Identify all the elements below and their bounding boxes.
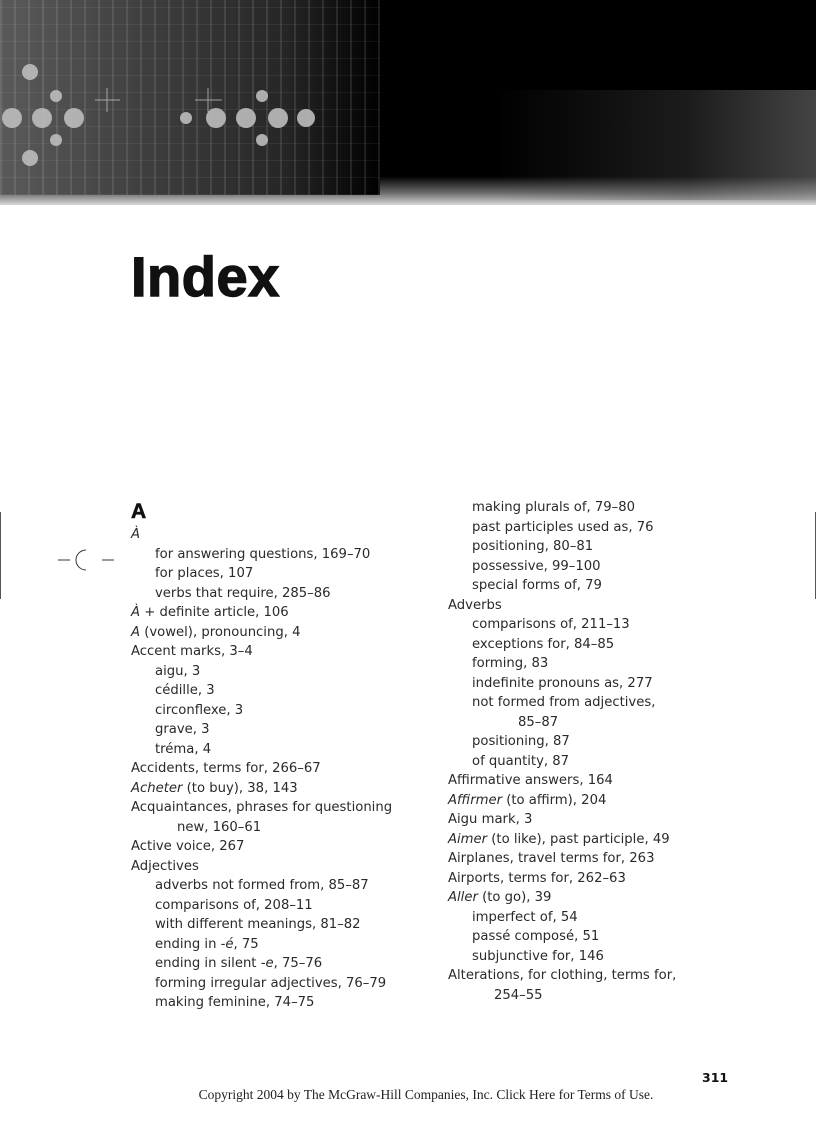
index-entry (448, 966, 728, 986)
index-entry-text: forming irregular adjectives, 76–79 (155, 975, 387, 991)
index-entry (131, 623, 431, 643)
index-entry (131, 954, 431, 974)
index-entry-text: Affirmer (448, 792, 503, 808)
index-entry-text: making feminine, 74–75 (155, 995, 315, 1010)
index-entry-text: Acquaintances, phrases for questioning (131, 800, 393, 815)
index-entry-text: Aller (448, 890, 478, 905)
index-entry (131, 662, 431, 682)
index-entry-text: with different meanings, 81–82 (155, 917, 361, 932)
index-entry (448, 635, 728, 655)
index-entry (448, 654, 728, 674)
index-entry-text: exceptions for, 84–85 (472, 636, 615, 652)
index-entry (131, 798, 431, 818)
index-entry (131, 564, 431, 584)
dot-grid-graphic (0, 0, 380, 195)
index-entry-text: A (131, 624, 141, 640)
index-entry-text: indefinite pronouns as, 277 (472, 675, 653, 691)
index-entry-text: (to like), past participle, 49 (487, 831, 670, 847)
index-entry-text: Airports, terms for, 262–63 (448, 870, 626, 886)
index-entry-text: Aigu mark, 3 (448, 812, 533, 827)
index-entry-text: comparisons of, 211–13 (472, 617, 630, 632)
index-entry (131, 759, 431, 779)
index-entry (448, 947, 728, 967)
index-entry (131, 818, 431, 838)
index-entries-right (448, 498, 728, 1005)
index-entry (131, 720, 431, 740)
index-entry-text: ending in silent (155, 956, 261, 971)
index-entry (448, 927, 728, 947)
index-entry-text: (to buy), 38, 143 (182, 780, 298, 796)
index-entry-text: cédille, 3 (155, 683, 215, 698)
index-entry-text: imperfect of, 54 (472, 909, 578, 925)
index-entry-text: not formed from adjectives, (472, 695, 656, 710)
index-entry (448, 771, 728, 791)
index-entry (131, 974, 431, 994)
index-entry (131, 857, 431, 877)
index-entry-text: tréma, 4 (155, 741, 212, 757)
index-entry-text: -e (260, 956, 274, 971)
index-entries-left (131, 525, 431, 1013)
index-entry-text: forming, 83 (472, 656, 549, 671)
index-entry-text: (to affirm), 204 (502, 792, 607, 808)
index-entry (448, 908, 728, 928)
index-entry-text: passé composé, 51 (472, 929, 600, 944)
page-number: 311 (702, 1070, 729, 1085)
index-entry (131, 603, 431, 623)
index-entry-text: Acheter (131, 780, 183, 796)
index-entry (448, 498, 728, 518)
index-entry-text: past participles used as, 76 (472, 519, 654, 535)
index-entry (131, 701, 431, 721)
index-entry-text: for answering questions, 169–70 (155, 546, 371, 562)
index-entry (131, 837, 431, 857)
index-entry-text: Adjectives (131, 858, 199, 874)
index-entry-text: + definite article, 106 (140, 605, 289, 620)
copyright-notice[interactable]: Copyright 2004 by The McGraw-Hill Companies, Inc. Click Here for Terms of Use. (198, 1087, 654, 1102)
index-entry-text: Aimer (448, 831, 488, 847)
index-entry-text: special forms of, 79 (472, 578, 602, 593)
index-entry (448, 752, 728, 772)
index-entry (448, 693, 728, 713)
index-entry (131, 584, 431, 604)
index-entry-text: ending in (155, 936, 221, 952)
index-entry-text: -é (220, 936, 234, 952)
index-entry (448, 576, 728, 596)
index-entry-text: subjunctive for, 146 (472, 948, 604, 964)
index-column-left (131, 498, 431, 1013)
index-entry (448, 518, 728, 538)
index-entry-text: Affirmative answers, 164 (448, 773, 613, 788)
index-entry-text: Airplanes, travel terms for, 263 (448, 851, 655, 866)
index-entry-text: Active voice, 267 (131, 839, 245, 854)
registration-mark-icon (58, 546, 118, 574)
index-entry (448, 674, 728, 694)
index-entry-text: grave, 3 (155, 722, 210, 737)
index-entry-text: new, 160–61 (177, 819, 262, 835)
index-entry-text: Accidents, terms for, 266–67 (131, 761, 321, 776)
index-entry (448, 888, 728, 908)
index-entry-text: aigu, 3 (155, 663, 201, 679)
index-entry (448, 557, 728, 577)
index-entry (131, 896, 431, 916)
index-entry (131, 876, 431, 896)
index-entry (448, 615, 728, 635)
index-entry (131, 681, 431, 701)
header-banner (0, 0, 816, 205)
index-entry-text: possessive, 99–100 (472, 558, 601, 574)
index-entry (131, 525, 431, 545)
index-entry (448, 791, 728, 811)
index-entry (448, 830, 728, 850)
index-entry (131, 993, 431, 1013)
index-entry-text: for places, 107 (155, 566, 254, 581)
index-entry-text: (to go), 39 (477, 890, 552, 905)
index-entry-text: Alterations, for clothing, terms for, (448, 968, 677, 983)
index-column-right (448, 498, 728, 1005)
index-entry-text: 254–55 (494, 987, 543, 1003)
page-title: Index (131, 245, 280, 308)
index-entry (448, 810, 728, 830)
index-entry (448, 732, 728, 752)
section-letter: A (131, 500, 147, 523)
index-entry-text: , 75 (233, 936, 259, 952)
index-entry-text: , 75–76 (273, 956, 323, 971)
index-entry-text: Accent marks, 3–4 (131, 644, 253, 659)
index-entry-text: verbs that require, 285–86 (155, 585, 331, 601)
index-entry-text: Adverbs (448, 597, 502, 613)
index-entry-text: 85–87 (518, 714, 559, 730)
left-edge-mark (0, 512, 1, 599)
circuit-pattern-graphic (0, 0, 380, 195)
index-entry (448, 713, 728, 733)
index-entry (448, 596, 728, 616)
index-entry-text: À (131, 527, 141, 542)
index-entry-text: comparisons of, 208–11 (155, 897, 313, 913)
index-entry-text: positioning, 80–81 (472, 539, 594, 554)
index-entry-text: circonflexe, 3 (155, 702, 244, 718)
index-entry (448, 849, 728, 869)
index-entry-text: making plurals of, 79–80 (472, 500, 636, 515)
index-entry-text: adverbs not formed from, 85–87 (155, 878, 369, 893)
index-entry (448, 869, 728, 889)
index-entry (131, 545, 431, 565)
index-entry (448, 537, 728, 557)
index-entry-text: À (131, 605, 141, 620)
banner-gradient (496, 90, 816, 200)
index-entry (131, 779, 431, 799)
index-entry (448, 986, 728, 1006)
index-entry (131, 642, 431, 662)
index-entry (131, 740, 431, 760)
index-entry (131, 935, 431, 955)
index-entry-text: positioning, 87 (472, 734, 570, 749)
index-entry-text: (vowel), pronouncing, 4 (140, 624, 301, 640)
index-entry (131, 915, 431, 935)
index-entry-text: of quantity, 87 (472, 753, 570, 769)
